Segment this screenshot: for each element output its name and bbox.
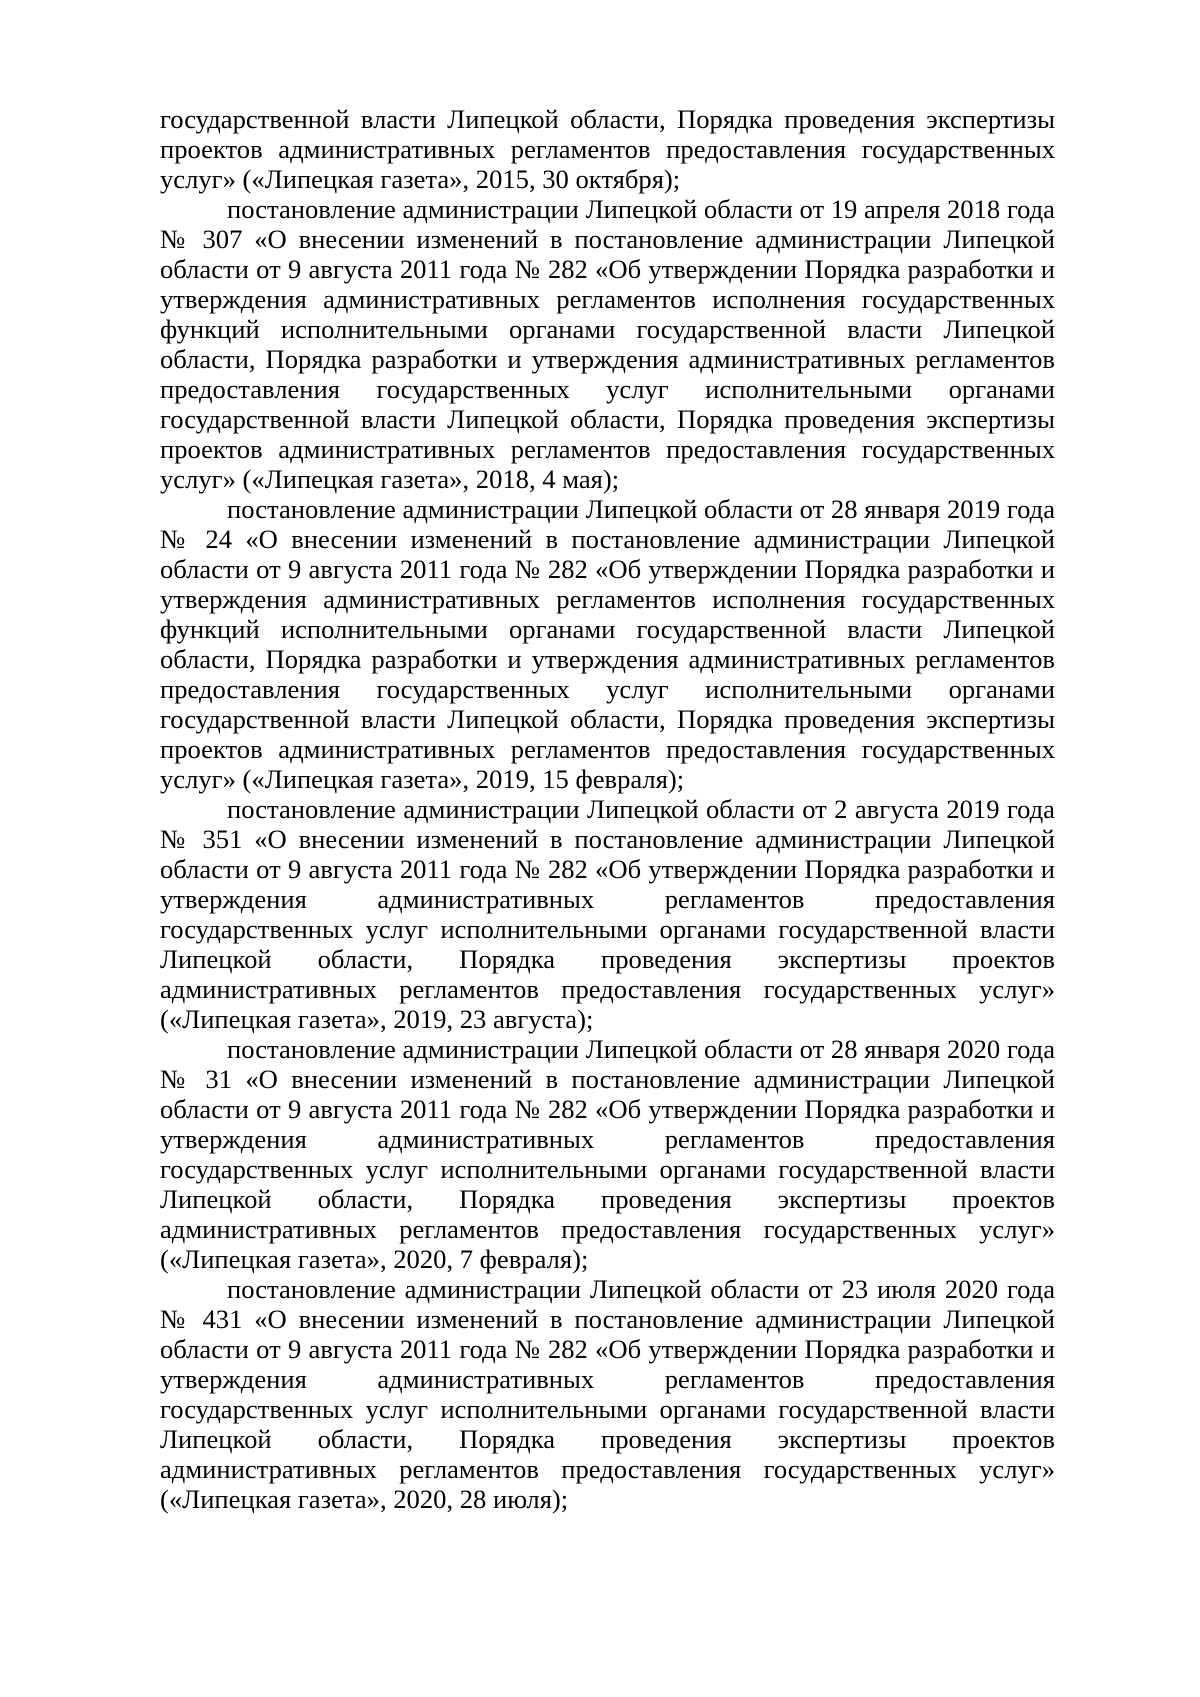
paragraph-resolution-2020-431: постановление администрации Липецкой области от 23 июля 2020 года № 431 «О внесении изменений в постановление администрации Липецкой области от 9 августа 2011 года № 282 «Об утверждении Порядка разработки и утверждения административных регламентов предоставления государственных услуг исполнительными органами государственной власти Липецкой области, Порядка проведения экспертизы проектов административных регламентов предоставления государственных услуг» («Липецкая газета», 2020, 28 июля); — [160, 1274, 1055, 1514]
paragraph-resolution-2019-351: постановление администрации Липецкой области от 2 августа 2019 года № 351 «О внесении изменений в постановление администрации Липецкой области от 9 августа 2011 года № 282 «Об утверждении Порядка разработки и утверждения административных регламентов предоставления государственных услуг исполнительными органами государственной власти Липецкой области, Порядка проведения экспертизы проектов административных регламентов предоставления государственных услуг» («Липецкая газета», 2019, 23 августа); — [160, 794, 1055, 1034]
paragraph-continuation: государственной власти Липецкой области, Порядка проведения экспертизы проектов административных регламентов предоставления государственных услуг» («Липецкая газета», 2015, 30 октября); — [160, 104, 1055, 194]
paragraph-resolution-2018-307: постановление администрации Липецкой области от 19 апреля 2018 года № 307 «О внесении изменений в постановление администрации Липецкой области от 9 августа 2011 года № 282 «Об утверждении Порядка разработки и утверждения административных регламентов исполнения государственных функций исполнительными органами государственной власти Липецкой области, Порядка разработки и утверждения административных регламентов предоставления государственных услуг исполнительными органами государственной власти Липецкой области, Порядка проведения экспертизы проектов административных регламентов предоставления государственных услуг» («Липецкая газета», 2018, 4 мая); — [160, 194, 1055, 494]
paragraph-resolution-2019-24: постановление администрации Липецкой области от 28 января 2019 года № 24 «О внесении изменений в постановление администрации Липецкой области от 9 августа 2011 года № 282 «Об утверждении Порядка разработки и утверждения административных регламентов исполнения государственных функций исполнительными органами государственной власти Липецкой области, Порядка разработки и утверждения административных регламентов предоставления государственных услуг исполнительными органами государственной власти Липецкой области, Порядка проведения экспертизы проектов административных регламентов предоставления государственных услуг» («Липецкая газета», 2019, 15 февраля); — [160, 494, 1055, 794]
paragraph-resolution-2020-31: постановление администрации Липецкой области от 28 января 2020 года № 31 «О внесении изменений в постановление администрации Липецкой области от 9 августа 2011 года № 282 «Об утверждении Порядка разработки и утверждения административных регламентов предоставления государственных услуг исполнительными органами государственной власти Липецкой области, Порядка проведения экспертизы проектов административных регламентов предоставления государственных услуг» («Липецкая газета», 2020, 7 февраля); — [160, 1034, 1055, 1274]
document-page — [160, 104, 1055, 1514]
